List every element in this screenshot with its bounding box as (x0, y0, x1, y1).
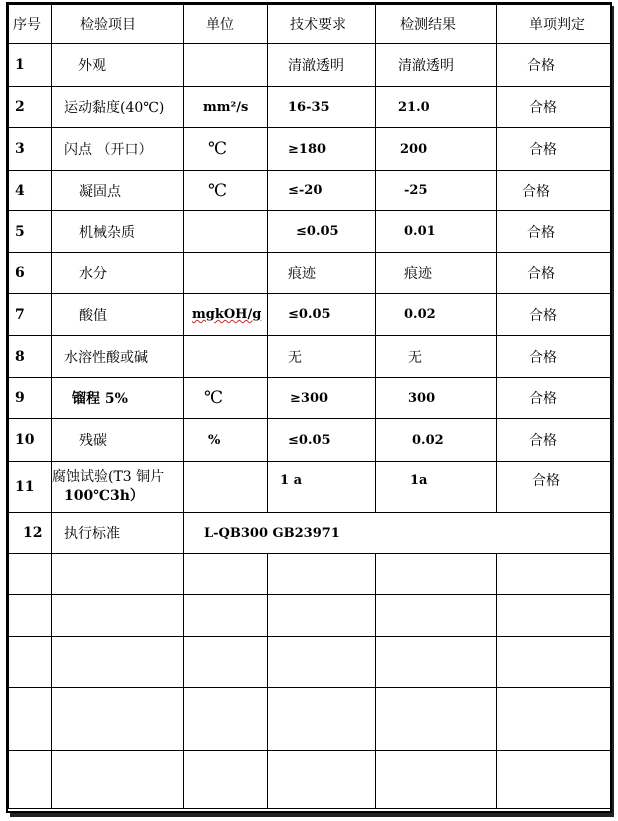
row-result: 300 (376, 378, 497, 419)
row-no: 5 (9, 211, 52, 253)
row-item: 腐蚀试验(T3 铜片 100℃3h） (52, 462, 184, 513)
row-verdict: 合格 (497, 87, 611, 128)
row-no: 1 (9, 44, 52, 87)
table-row (9, 513, 611, 554)
row-item: 执行标准 (52, 513, 184, 554)
row-item: 水溶性酸或碱 (52, 336, 184, 378)
row-no: 11 (9, 462, 52, 513)
row-unit: mgkOH/g (184, 294, 268, 336)
inspection-table (8, 4, 611, 809)
row-no: 2 (9, 87, 52, 128)
table-row (9, 419, 611, 462)
row-no: 10 (9, 419, 52, 462)
row-verdict: 合格 (497, 128, 611, 171)
row-unit (184, 336, 268, 378)
row-item: 运动黏度(40℃) (52, 87, 184, 128)
row-no: 12 (9, 513, 52, 554)
row-requirement: ≤-20 (268, 171, 376, 211)
row-no: 6 (9, 253, 52, 294)
row-requirement: 清澈透明 (268, 44, 376, 87)
header-unit: 单位 (184, 5, 268, 44)
row-result: 无 (376, 336, 497, 378)
row-item: 机械杂质 (52, 211, 184, 253)
row-result: 1a (376, 462, 497, 513)
row-unit: mm²/s (184, 87, 268, 128)
row-unit: ℃ (184, 171, 268, 211)
row-item: 残碳 (52, 419, 184, 462)
table-row (9, 378, 611, 419)
header-item: 检验项目 (52, 5, 184, 44)
row-unit (184, 462, 268, 513)
row-result: 痕迹 (376, 253, 497, 294)
row-result: 清澈透明 (376, 44, 497, 87)
row-unit: % (184, 419, 268, 462)
row-no: 9 (9, 378, 52, 419)
row-requirement: 16-35 (268, 87, 376, 128)
row-item: 闪点 （开口） (52, 128, 184, 171)
row-verdict: 合格 (497, 211, 611, 253)
row-item: 水分 (52, 253, 184, 294)
row-verdict: 合格 (497, 253, 611, 294)
row-no: 8 (9, 336, 52, 378)
row-no: 7 (9, 294, 52, 336)
row-verdict: 合格 (497, 44, 611, 87)
row-verdict: 合格 (497, 419, 611, 462)
row-unit (184, 44, 268, 87)
row-item: 凝固点 (52, 171, 184, 211)
row-unit (184, 253, 268, 294)
table-row (9, 462, 611, 513)
standard-cell: L-QB300 GB23971 (184, 513, 611, 554)
row-no: 4 (9, 171, 52, 211)
header-no: 序号 (9, 5, 52, 44)
empty-row (9, 554, 611, 595)
row-verdict: 合格 (497, 171, 611, 211)
row-verdict: 合格 (497, 294, 611, 336)
table-row (9, 87, 611, 128)
row-item: 镏程 5% (52, 378, 184, 419)
header-requirement: 技术要求 (268, 5, 376, 44)
header-row (9, 5, 611, 44)
row-result: -25 (376, 171, 497, 211)
row-requirement: ≤0.05 (268, 419, 376, 462)
row-result: 0.02 (376, 419, 497, 462)
row-requirement: 痕迹 (268, 253, 376, 294)
row-verdict: 合格 (497, 378, 611, 419)
row-result: 0.01 (376, 211, 497, 253)
row-item: 外观 (52, 44, 184, 87)
table-row (9, 211, 611, 253)
row-requirement: ≥180 (268, 128, 376, 171)
row-verdict: 合格 (497, 462, 611, 513)
table-row (9, 253, 611, 294)
row-requirement: 无 (268, 336, 376, 378)
row-unit: ℃ (184, 128, 268, 171)
row-item: 酸值 (52, 294, 184, 336)
row-requirement: 1 a (268, 462, 376, 513)
row-requirement: ≥300 (268, 378, 376, 419)
empty-row (9, 595, 611, 637)
header-verdict: 单项判定 (497, 5, 611, 44)
table-row (9, 336, 611, 378)
row-unit (184, 211, 268, 253)
table-row (9, 128, 611, 171)
row-verdict: 合格 (497, 336, 611, 378)
row-result: 0.02 (376, 294, 497, 336)
table-row (9, 171, 611, 211)
empty-row (9, 688, 611, 751)
row-result: 21.0 (376, 87, 497, 128)
table-row (9, 294, 611, 336)
row-requirement: ≤0.05 (268, 211, 376, 253)
row-no: 3 (9, 128, 52, 171)
table-row (9, 44, 611, 87)
header-result: 检测结果 (376, 5, 497, 44)
row-unit: ℃ (184, 378, 268, 419)
empty-row (9, 751, 611, 809)
row-result: 200 (376, 128, 497, 171)
row-requirement: ≤0.05 (268, 294, 376, 336)
empty-row (9, 637, 611, 688)
